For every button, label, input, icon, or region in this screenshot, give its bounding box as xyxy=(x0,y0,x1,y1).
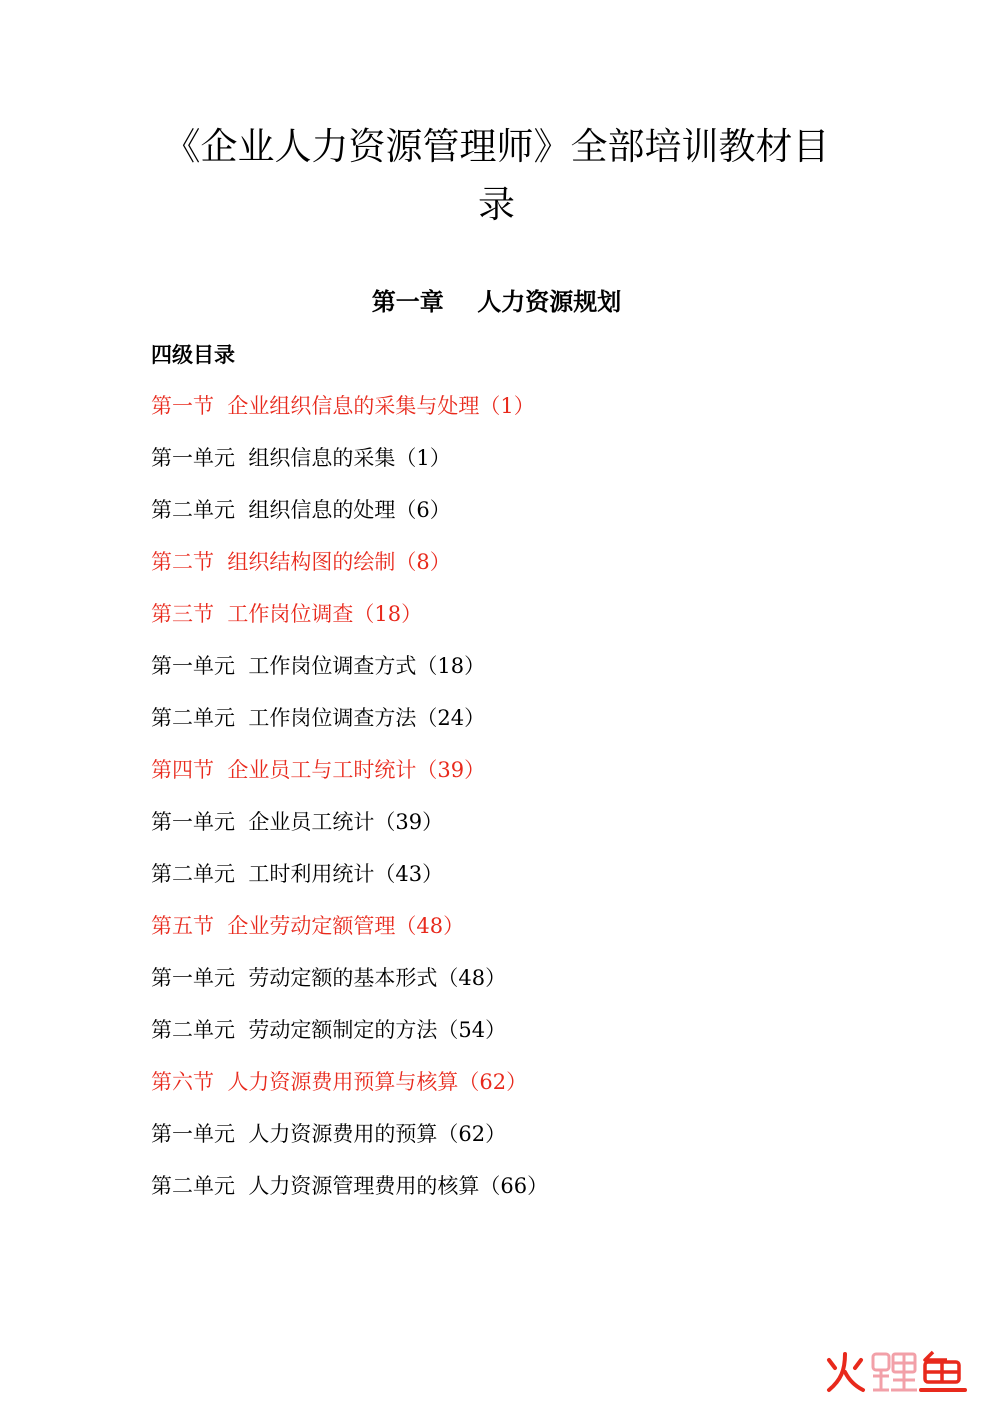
toc-section-entry: 第二节 组织结构图的绘制（8） xyxy=(151,550,451,574)
watermark-carp-glyph xyxy=(873,1354,917,1390)
toc-unit-entry: 第一单元 组织信息的采集（1） xyxy=(151,446,451,470)
toc-section-entry: 第四节 企业员工与工时统计（39） xyxy=(151,758,486,782)
watermark-fish-glyph xyxy=(921,1352,965,1390)
table-of-contents xyxy=(151,390,548,1222)
watermark-logo xyxy=(821,1346,971,1396)
toc-section-entry: 第一节 企业组织信息的采集与处理（1） xyxy=(151,394,535,418)
toc-unit-entry: 第一单元 工作岗位调查方式（18） xyxy=(151,654,486,678)
toc-unit-entry: 第二单元 工时利用统计（43） xyxy=(151,862,444,886)
toc-section-entry: 第六节 人力资源费用预算与核算（62） xyxy=(151,1070,528,1094)
watermark-fire-glyph xyxy=(829,1354,863,1390)
toc-unit-entry: 第二单元 劳动定额制定的方法（54） xyxy=(151,1018,507,1042)
toc-unit-entry: 第一单元 企业员工统计（39） xyxy=(151,810,444,834)
toc-unit-entry: 第一单元 劳动定额的基本形式（48） xyxy=(151,966,507,990)
toc-unit-entry: 第一单元 人力资源费用的预算（62） xyxy=(151,1122,507,1146)
toc-section-entry: 第三节 工作岗位调查（18） xyxy=(151,602,423,626)
toc-unit-entry: 第二单元 组织信息的处理（6） xyxy=(151,498,451,522)
document-title: 《企业人力资源管理师》全部培训教材目录 xyxy=(163,125,830,226)
chapter-title: 第一章 人力资源规划 xyxy=(371,287,622,316)
toc-unit-entry: 第二单元 人力资源管理费用的核算（66） xyxy=(151,1174,549,1198)
toc-level-label: 四级目录 xyxy=(151,342,235,367)
toc-unit-entry: 第二单元 工作岗位调查方法（24） xyxy=(151,706,486,730)
toc-section-entry: 第五节 企业劳动定额管理（48） xyxy=(151,914,465,938)
